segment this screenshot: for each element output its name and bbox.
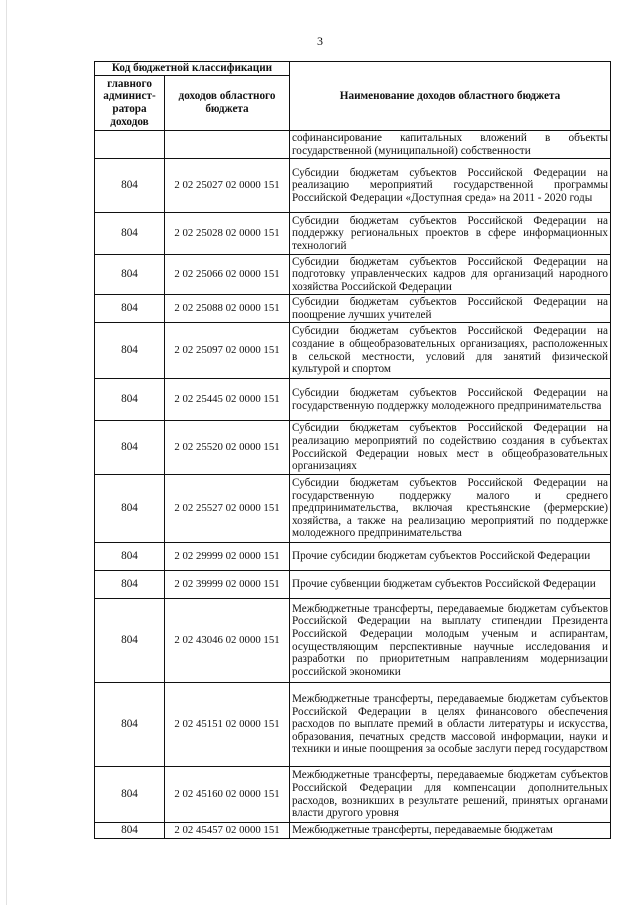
income-name-cell: Субсидии бюджетам субъектов Российской Федерации на поддержку региональных проектов в сфере информационных технологий [290, 213, 611, 255]
income-code-cell: 2 02 39999 02 0000 151 [165, 571, 290, 599]
admin-code-cell: 804 [95, 323, 165, 379]
income-name-cell: Субсидии бюджетам субъектов Российской Федерации на государственную поддержку молодежного предпринимательства [290, 379, 611, 421]
income-name-cell: Субсидии бюджетам субъектов Российской Федерации на реализацию мероприятий государственной программы Российской Федерации «Доступная среда» на 2011 - 2020 годы [290, 159, 611, 213]
income-code-cell: 2 02 45457 02 0000 151 [165, 823, 290, 839]
header-main-administrator: главного админист-ратора доходов [95, 76, 165, 131]
admin-code-cell: 804 [95, 379, 165, 421]
admin-code-cell: 804 [95, 295, 165, 323]
table-row [95, 131, 611, 159]
admin-code-cell: 804 [95, 475, 165, 543]
table-row [95, 767, 611, 823]
table-row [95, 421, 611, 475]
table-row [95, 475, 611, 543]
admin-code-cell: 804 [95, 543, 165, 571]
income-name-cell: Субсидии бюджетам субъектов Российской Федерации на государственную поддержку малого и среднего предпринимательства, включая крестьянские (фермерские) хозяйства, а также на реализацию мероприятий по поддержке молодежного предпринимательства [290, 475, 611, 543]
income-name-cell: Межбюджетные трансферты, передаваемые бюджетам субъектов Российской Федерации в целях финансового обеспечения расходов по выплате премий в области литературы и искусства, образования, печатных средств массовой информации, науки и техники и иные поощрения за особые заслуги перед государством [290, 683, 611, 767]
admin-code-cell: 804 [95, 767, 165, 823]
income-code-cell: 2 02 29999 02 0000 151 [165, 543, 290, 571]
income-code-cell: 2 02 25066 02 0000 151 [165, 255, 290, 295]
table-row [95, 823, 611, 839]
table-row [95, 599, 611, 683]
table-row [95, 295, 611, 323]
admin-code-cell: 804 [95, 421, 165, 475]
income-code-cell: 2 02 25527 02 0000 151 [165, 475, 290, 543]
income-name-cell: Субсидии бюджетам субъектов Российской Федерации на поощрение лучших учителей [290, 295, 611, 323]
income-name-cell: Межбюджетные трансферты, передаваемые бюджетам [290, 823, 611, 839]
scan-edge-line [6, 0, 7, 905]
income-name-cell: Межбюджетные трансферты, передаваемые бюджетам субъектов Российской Федерации для компенсации дополнительных расходов, возникших в результате решений, принятых органами власти другого уровня [290, 767, 611, 823]
income-name-cell: Субсидии бюджетам субъектов Российской Федерации на реализацию мероприятий по содействию создания в субъектах Российской Федерации новых мест в общеобразовательных организациях [290, 421, 611, 475]
table-row [95, 543, 611, 571]
income-code-cell: 2 02 25520 02 0000 151 [165, 421, 290, 475]
table-row [95, 683, 611, 767]
table-row [95, 379, 611, 421]
header-budget-classification-code: Код бюджетной классификации [95, 62, 290, 76]
income-name-cell: Межбюджетные трансферты, передаваемые бюджетам субъектов Российской Федерации на выплату стипендии Президента Российской Федерации молодым ученым и аспирантам, осуществляющим перспективные научные исследования и разработки по приоритетным направлениям модернизации российской экономики [290, 599, 611, 683]
table-row [95, 255, 611, 295]
income-code-cell: 2 02 45151 02 0000 151 [165, 683, 290, 767]
table-row [95, 323, 611, 379]
admin-code-cell: 804 [95, 823, 165, 839]
income-code-cell: 2 02 43046 02 0000 151 [165, 599, 290, 683]
page-number: 3 [317, 34, 323, 48]
income-code-cell: 2 02 25088 02 0000 151 [165, 295, 290, 323]
admin-code-cell: 804 [95, 255, 165, 295]
header-regional-income: доходов областного бюджета [165, 76, 290, 131]
admin-code-cell: 804 [95, 683, 165, 767]
table-body [95, 131, 611, 839]
income-code-cell: 2 02 25027 02 0000 151 [165, 159, 290, 213]
income-name-cell: софинансирование капитальных вложений в объекты государственной (муниципальной) собственности [290, 131, 611, 159]
income-name-cell: Субсидии бюджетам субъектов Российской Федерации на подготовку управленческих кадров для организаций народного хозяйства Российской Федерации [290, 255, 611, 295]
table-row [95, 571, 611, 599]
admin-code-cell: 804 [95, 599, 165, 683]
budget-classification-table [94, 61, 611, 839]
income-code-cell [165, 131, 290, 159]
table-row [95, 213, 611, 255]
table-row [95, 159, 611, 213]
admin-code-cell: 804 [95, 571, 165, 599]
income-code-cell: 2 02 25097 02 0000 151 [165, 323, 290, 379]
income-code-cell: 2 02 25445 02 0000 151 [165, 379, 290, 421]
income-name-cell: Прочие субсидии бюджетам субъектов Российской Федерации [290, 543, 611, 571]
income-code-cell: 2 02 45160 02 0000 151 [165, 767, 290, 823]
income-name-cell: Прочие субвенции бюджетам субъектов Российской Федерации [290, 571, 611, 599]
header-income-name: Наименование доходов областного бюджета [290, 62, 611, 131]
admin-code-cell [95, 131, 165, 159]
income-code-cell: 2 02 25028 02 0000 151 [165, 213, 290, 255]
admin-code-cell: 804 [95, 213, 165, 255]
admin-code-cell: 804 [95, 159, 165, 213]
income-name-cell: Субсидии бюджетам субъектов Российской Федерации на создание в общеобразовательных организациях, расположенных в сельской местности, условий для занятий физической культурой и спортом [290, 323, 611, 379]
